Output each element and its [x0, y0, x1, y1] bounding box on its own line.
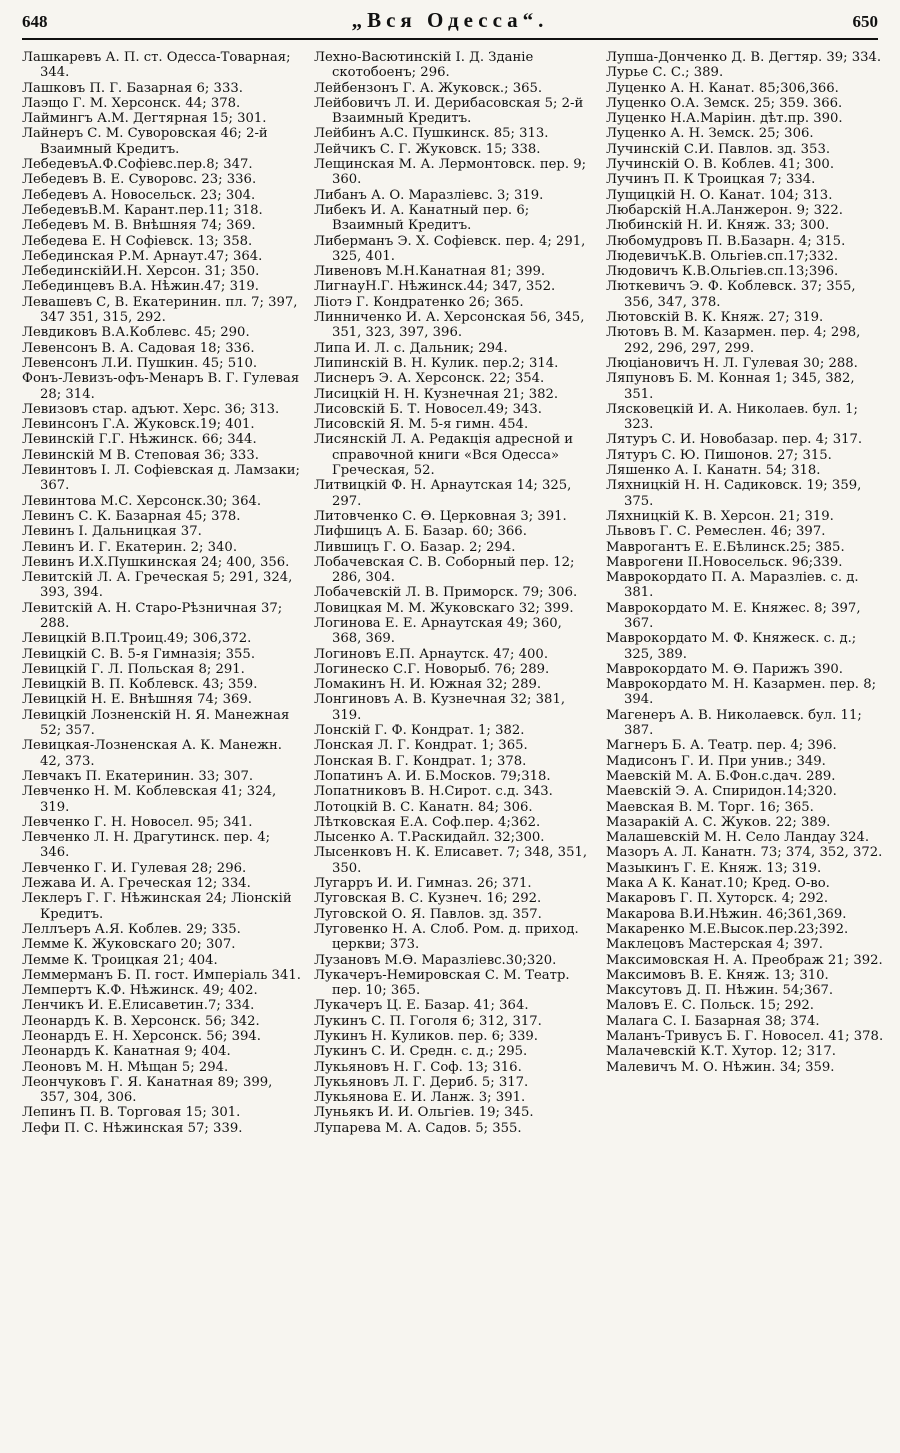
directory-entry: Лехно-Васютинскiй І. Д. Зданiе скотобоенъ; 296. — [314, 50, 534, 81]
directory-entry: Леонардъ К. Канатная 9; 404. — [22, 1044, 231, 1060]
directory-entry: ЛюдевичъК.В. Ольгiев.сп.17;332. — [606, 248, 839, 264]
directory-entry: Ловицкая М. М. Жуковскаго 32; 399. — [314, 600, 574, 616]
directory-entry: Луценко О.А. Земск. 25; 359. 366. — [606, 95, 843, 111]
directory-entry: Львовъ Г. С. Ремеслен. 46; 397. — [606, 524, 826, 540]
directory-entry: Лучинъ П. К Троицкая 7; 334. — [606, 172, 816, 188]
directory-entry: Маврогени II.Новосельск. 96;339. — [606, 554, 843, 570]
directory-entry: Лейбинъ А.С. Пушкинск. 85; 313. — [314, 126, 549, 142]
directory-entry: Ленчикъ И. Е.Елисаветин.7; 334. — [22, 998, 255, 1014]
directory-entry: Левченко Г. И. Гулевая 28; 296. — [22, 860, 247, 876]
directory-entry: Лебедевъ А. Новосельск. 23; 304. — [22, 187, 256, 203]
directory-entry: Логинеско С.Г. Новорыб. 76; 289. — [314, 661, 550, 677]
directory-entry: Леонардъ К. В. Херсонск. 56; 342. — [22, 1013, 260, 1029]
directory-entry: Логиновъ Е.П. Арнаутск. 47; 400. — [314, 646, 549, 662]
directory-entry: Левинтовъ І. Л. Софiевская д. Ламзаки; 367. — [22, 463, 300, 494]
directory-entry: ЛебедевъА.Ф.Софiевс.пер.8; 347. — [22, 157, 253, 173]
directory-entry: Лисовскiй Я. М. 5-я гимн. 454. — [314, 417, 529, 433]
directory-entry: Лютовскiй В. К. Княж. 27; 319. — [606, 310, 824, 326]
directory-entry: ЛигнауН.Г. Нѣжинск.44; 347, 352. — [314, 279, 556, 295]
directory-entry: Леонардъ Е. Н. Херсонск. 56; 394. — [22, 1029, 261, 1044]
directory-entry: Либерманъ Э. Х. Софiевск. пер. 4; 291, 325, 401. — [314, 233, 586, 264]
page-header — [22, 8, 878, 40]
directory-entry: Лебединская Р.М. Арнаут.47; 364. — [22, 248, 263, 264]
directory-entry: Лисовскiй Б. Т. Новосел.49; 343. — [314, 401, 542, 417]
column-left — [22, 50, 302, 1445]
directory-entry: Люцiановичъ Н. Л. Гулевая 30; 288. — [606, 355, 858, 371]
directory-entry: Маврокордато М. Ф. Княжеск. с. д.; 325, 389. — [606, 631, 857, 662]
directory-entry: Лятуръ С. Ю. Пишонов. 27; 315. — [606, 447, 832, 463]
directory-entry: Левашевъ С, В. Екатеринин. пл. 7; 397, 347 351, 315, 292. — [22, 294, 298, 326]
directory-entry: Маевскiй Э. А. Спиридон.14;320. — [606, 784, 837, 800]
directory-entry: Лукьянова Е. И. Ланж. 3; 391. — [314, 1090, 526, 1106]
directory-entry: Лейбовичъ Л. И. Дерибасовская 5; 2-й Взаимный Кредитъ. — [314, 95, 584, 127]
directory-entry: Лысенко А. Т.Раскидайл. 32;300. — [314, 830, 545, 846]
directory-entry: Левицкiй В. П. Коблевск. 43; 359. — [22, 677, 258, 693]
directory-entry: Макаренко М.Е.Высок.пер.23;392. — [606, 921, 849, 937]
directory-entry: Лукинъ С. П. Гоголя 6; 312, 317. — [314, 1013, 542, 1029]
directory-entry: Лурье С. С.; 389. — [606, 65, 724, 81]
directory-entry: Левитскiй Л. А. Греческая 5; 291, 324, 393, 394. — [22, 570, 293, 601]
directory-entry: Лятуръ С. И. Новобазар. пер. 4; 317. — [606, 432, 863, 448]
directory-entry: Литвицкiй Ф. Н. Арнаутская 14; 325, 297. — [314, 478, 572, 509]
directory-entry: Левченко Г. Н. Новосел. 95; 341. — [22, 814, 253, 830]
directory-entry: Макаровъ Г. П. Хуторск. 4; 292. — [606, 891, 829, 907]
directory-entry: Лукинъ Н. Куликов. пер. 6; 339. — [314, 1029, 538, 1044]
directory-entry: Лебедева Е. Н Софiевск. 13; 358. — [22, 233, 253, 249]
directory-entry: Ливеновъ М.Н.Канатная 81; 399. — [314, 264, 546, 280]
directory-entry: Лиснеръ Э. А. Херсонск. 22; 354. — [314, 371, 545, 387]
directory-entry: Малашевскiй М. Н. Село Ландау 324. — [606, 830, 870, 846]
directory-entry: Людовичъ К.В.Ольгiев.сп.13;396. — [606, 264, 839, 280]
directory-entry: Лютовъ В. М. Казармен. пер. 4; 298, 292, 296, 297, 299. — [606, 325, 861, 356]
directory-entry: Липа И. Л. с. Дальник; 294. — [314, 340, 508, 356]
page-number-left: 648 — [22, 12, 48, 31]
directory-entry: Литовченко С. Ѳ. Церковная 3; 391. — [314, 508, 567, 524]
directory-entry: Маврокордато М. Е. Княжес. 8; 397, 367. — [606, 600, 861, 631]
directory-entry: Малачевскiй К.Т. Хутор. 12; 317. — [606, 1044, 836, 1060]
directory-entry: Луценко А. Н. Канат. 85;306,366. — [606, 80, 839, 96]
column-right — [606, 50, 886, 1445]
directory-entry: Ляхницкiй К. В. Херсон. 21; 319. — [606, 508, 834, 524]
directory-entry: Левинъ И. Г. Екатерин. 2; 340. — [22, 539, 238, 555]
directory-entry: Левицкiй Н. Е. Внѣшняя 74; 369. — [22, 692, 252, 708]
directory-entry: Максимовская Н. А. Преображ 21; 392. — [606, 952, 883, 968]
directory-entry: Лонская Л. Г. Кондрат. 1; 365. — [314, 738, 528, 754]
directory-entry: Лебединцевъ В.А. Нѣжин.47; 319. — [22, 279, 259, 295]
directory-entry: Лисицкiй Н. Н. Кузнечная 21; 382. — [314, 386, 559, 402]
directory-entry: Леоновъ М. Н. Мѣщан 5; 294. — [22, 1059, 229, 1075]
directory-entry: Лукачеръ-Немировская С. М. Театр. пер. 10; 365. — [314, 967, 570, 999]
directory-entry: Лотоцкiй В. С. Канатн. 84; 306. — [314, 799, 533, 815]
directory-entry: Лопатниковъ В. Н.Сирот. с.д. 343. — [314, 784, 553, 800]
directory-entry: Лежава И. А. Греческая 12; 334. — [22, 876, 251, 892]
directory-entry: Луценко Н.А.Марiин. дѣт.пр. 390. — [606, 111, 843, 127]
directory-entry: Маврокордато П. А. Маразлiев. с. д. 381. — [606, 570, 859, 601]
directory-entry: Лонскiй Г. Ф. Кондрат. 1; 382. — [314, 723, 525, 739]
directory-entry: Маловъ Е. С. Польск. 15; 292. — [606, 998, 814, 1014]
directory-entry: Лузановъ М.Ѳ. Маразлiевс.30;320. — [314, 952, 557, 968]
directory-entry: Лiотэ Г. Кондратенко 26; 365. — [314, 294, 524, 310]
directory-entry: Максимовъ В. Е. Княж. 13; 310. — [606, 967, 829, 983]
directory-entry: Малага С. І. Базарная 38; 374. — [606, 1013, 820, 1029]
directory-entry: Липинскiй В. Н. Кулик. пер.2; 314. — [314, 355, 559, 371]
directory-entry: Лашковъ П. Г. Базарная 6; 333. — [22, 80, 243, 96]
directory-entry: Мака А К. Канат.10; Кред. О-во. — [606, 876, 830, 892]
directory-entry: Левченко Л. Н. Драгутинск. пер. 4; 346. — [22, 830, 271, 861]
directory-entry: Лещинская М. А. Лермонтовск. пер. 9; 360. — [314, 157, 587, 188]
directory-entry: Луговской О. Я. Павлов. зд. 357. — [314, 906, 542, 922]
directory-entry: Левицкiй Лозненскiй Н. Я. Манежная 52; 357. — [22, 707, 290, 739]
directory-entry: Мазыкинъ Г. Е. Княж. 13; 319. — [606, 860, 822, 876]
directory-entry: Лифшицъ А. Б. Базар. 60; 366. — [314, 524, 527, 540]
directory-entry: Макарова В.И.Нѣжин. 46;361,369. — [606, 906, 847, 922]
directory-entry: Ляшенко А. І. Канатн. 54; 318. — [606, 463, 821, 479]
directory-entry: Лугарръ И. И. Гимназ. 26; 371. — [314, 876, 532, 892]
directory-entry: Лѣтковская Е.А. Соф.пер. 4;362. — [314, 814, 541, 830]
directory-entry: Ляпуновъ Б. М. Конная 1; 345, 382, 351. — [606, 371, 855, 402]
directory-entry: Лемпертъ К.Ф. Нѣжинск. 49; 402. — [22, 983, 258, 999]
directory-entry: Мадисонъ Г. И. При унив.; 349. — [606, 753, 826, 769]
directory-entry: Малевичъ М. О. Нѣжин. 34; 359. — [606, 1059, 835, 1075]
directory-entry: Левинсонъ Г.А. Жуковск.19; 401. — [22, 417, 255, 433]
directory-entry: Левицкiй Г. Л. Польская 8; 291. — [22, 661, 245, 677]
directory-entry: Мазаракiй А. С. Жуков. 22; 389. — [606, 814, 831, 830]
directory-entry: Луньякъ И. И. Ольгiев. 19; 345. — [314, 1105, 534, 1121]
directory-entry: Лившицъ Г. О. Базар. 2; 294. — [314, 539, 516, 555]
directory-entry: Лаэщо Г. М. Херсонск. 44; 378. — [22, 95, 241, 111]
directory-entry: Лущицкiй Н. О. Канат. 104; 313. — [606, 187, 833, 203]
directory-entry: Люткевичъ Э. Ф. Коблевск. 37; 355, 356, 347, 378. — [606, 279, 856, 310]
directory-entry: Лукьяновъ Н. Г. Соф. 13; 316. — [314, 1059, 522, 1075]
directory-entry: Левинъ І. Дальницкая 37. — [22, 524, 202, 540]
directory-entry: Фонъ-Левизъ-офъ-Менаръ В. Г. Гулевая 28; 314. — [22, 371, 300, 402]
directory-entry: Лупарева М. А. Садов. 5; 355. — [314, 1120, 522, 1136]
directory-entry: Леклеръ Г. Г. Нѣжинская 24; Лiонскiй Кредитъ. — [22, 891, 292, 922]
directory-entry: Леончуковъ Г. Я. Канатная 89; 399, 357, 304, 306. — [22, 1074, 273, 1106]
directory-entry: Любарскiй Н.А.Ланжерон. 9; 322. — [606, 202, 843, 218]
directory-entry: Либанъ А. О. Маразлiевс. 3; 319. — [314, 187, 544, 203]
directory-entry: Лукьяновъ Л. Г. Дериб. 5; 317. — [314, 1074, 529, 1090]
directory-entry: Маклецовъ Мастерская 4; 397. — [606, 937, 823, 953]
directory-entry: Ляхницкiй Н. Н. Садиковск. 19; 359, 375. — [606, 478, 862, 509]
directory-entry: Левчакъ П. Екатеринин. 33; 307. — [22, 768, 254, 784]
running-title: „Вся Одесса“. — [351, 8, 549, 32]
directory-columns — [22, 50, 886, 1445]
directory-entry: Маланъ-Тривусъ Б. Г. Новосел. 41; 378. — [606, 1029, 884, 1044]
directory-entry: Левинъ С. К. Базарная 45; 378. — [22, 508, 241, 524]
directory-entry: Маврогантъ Е. Е.Бѣлинск.25; 385. — [606, 539, 845, 555]
directory-entry: Любомудровъ П. В.Базарн. 4; 315. — [606, 233, 846, 249]
directory-entry: Лучинскiй О. В. Коблев. 41; 300. — [606, 157, 835, 173]
directory-entry: Левинскiй М В. Степовая 36; 333. — [22, 447, 259, 463]
directory-entry: Лемме К. Жуковскаго 20; 307. — [22, 937, 236, 953]
directory-entry: Магнеръ Б. А. Театр. пер. 4; 396. — [606, 738, 837, 754]
directory-entry: Ломакинъ Н. И. Южная 32; 289. — [314, 677, 542, 693]
directory-entry: Левенсонъ В. А. Садовая 18; 336. — [22, 340, 255, 356]
directory-entry: Лукачеръ Ц. Е. Базар. 41; 364. — [314, 998, 529, 1014]
directory-entry: Лефи П. С. Нѣжинская 57; 339. — [22, 1120, 243, 1136]
directory-entry: Лонская В. Г. Кондрат. 1; 378. — [314, 753, 527, 769]
directory-entry: Леллъеръ А.Я. Коблев. 29; 335. — [22, 921, 241, 937]
directory-entry: Левитскiй А. Н. Старо-Рѣзничная 37; 288. — [22, 600, 283, 631]
directory-entry: Лейчикъ С. Г. Жуковск. 15; 338. — [314, 141, 541, 157]
directory-entry: Лисянскiй Л. А. Редакцiя адресной и справочной книги «Вся Одесса» Греческая, 52. — [314, 432, 574, 479]
directory-entry: Лысенковъ Н. К. Елисавет. 7; 348, 351, 350. — [314, 845, 588, 876]
directory-entry: Лашкаревъ А. П. ст. Одесса-Товарная; 344. — [22, 50, 291, 81]
page-number-right: 650 — [852, 12, 878, 31]
directory-entry: Лемме К. Троицкая 21; 404. — [22, 952, 218, 968]
directory-entry: Лейбензонъ Г. А. Жуковск.; 365. — [314, 80, 543, 96]
directory-entry: Лебедевъ М. В. Внѣшняя 74; 369. — [22, 218, 256, 234]
directory-entry: Линниченко И. А. Херсонская 56, 345, 351, 323, 397, 396. — [314, 310, 585, 341]
directory-entry: Лаймингъ А.М. Дегтярная 15; 301. — [22, 111, 267, 127]
directory-entry: Левинъ И.Х.Пушкинская 24; 400, 356. — [22, 554, 290, 570]
directory-entry: Маврокордато М. Н. Казармен. пер. 8; 394. — [606, 677, 877, 708]
directory-entry: Луговенко Н. А. Слоб. Ром. д. приход. церкви; 373. — [314, 921, 579, 953]
directory-entry: Лопатинъ А. И. Б.Москов. 79;318. — [314, 768, 551, 784]
column-middle — [314, 50, 594, 1445]
directory-entry: ЛебединскiйИ.Н. Херсон. 31; 350. — [22, 264, 260, 280]
directory-entry: Лучинскiй С.И. Павлов. зд. 353. — [606, 141, 831, 157]
directory-entry: Левинскiй Г.Г. Нѣжинск. 66; 344. — [22, 432, 257, 448]
directory-entry: Луценко А. Н. Земск. 25; 306. — [606, 126, 814, 142]
directory-entry: Лонгиновъ А. В. Кузнечная 32; 381, 319. — [314, 692, 566, 723]
directory-entry: Леммерманъ Б. П. гост. Имперiаль 341. — [22, 967, 301, 983]
directory-entry: Магенеръ А. В. Николаевск. бул. 11; 387. — [606, 707, 862, 739]
directory-entry: Левинтова М.С. Херсонск.30; 364. — [22, 493, 262, 509]
directory-entry: Либекъ И. А. Канатный пер. 6; Взаимный Кредитъ. — [314, 202, 530, 234]
directory-entry: Лупша-Донченко Д. В. Дегтяр. 39; 334. — [606, 50, 882, 65]
directory-entry: Луговская В. С. Кузнеч. 16; 292. — [314, 891, 542, 907]
directory-entry: Лясковецкiй И. А. Николаев. бул. 1; 323. — [606, 401, 858, 433]
directory-entry: Лобачевская С. В. Соборный пер. 12; 286, 304. — [314, 554, 575, 586]
directory-entry: Мазоръ А. Л. Канатн. 73; 374, 352, 372. — [606, 845, 883, 861]
directory-entry: Лепинъ П. В. Торговая 15; 301. — [22, 1105, 241, 1121]
directory-entry: Лайнеръ С. М. Суворовская 46; 2-й Взаимный Кредитъ. — [22, 126, 268, 157]
directory-entry: Левицкiй В.П.Троиц.49; 306,372. — [22, 631, 252, 647]
directory-entry: Лебедевъ В. Е. Суворовс. 23; 336. — [22, 172, 257, 188]
directory-entry: Максутовъ Д. П. Нѣжин. 54;367. — [606, 983, 834, 999]
directory-entry: Левенсонъ Л.И. Пушкин. 45; 510. — [22, 355, 258, 371]
directory-entry: Левицкая-Лозненская А. К. Манежн. 42, 373. — [22, 738, 282, 769]
directory-entry: Лобачевскiй Л. В. Приморск. 79; 306. — [314, 585, 578, 601]
directory-entry: Любинскiй Н. И. Княж. 33; 300. — [606, 218, 830, 234]
directory-entry: Левизовъ стар. адъют. Херс. 36; 313. — [22, 401, 280, 417]
directory-entry: Маврокордато М. Ѳ. Парижъ 390. — [606, 661, 843, 677]
directory-entry: Логинова Е. Е. Арнаутская 49; 360, 368, 369. — [314, 615, 562, 647]
directory-entry: Левдиковъ В.А.Коблевс. 45; 290. — [22, 325, 250, 341]
directory-entry: ЛебедевъВ.М. Карант.пер.11; 318. — [22, 202, 263, 218]
directory-entry: Левицкiй С. В. 5-я Гимназiя; 355. — [22, 646, 256, 662]
directory-entry: Маевскiй М. А. Б.Фон.с.дач. 289. — [606, 768, 836, 784]
directory-entry: Лукинъ С. И. Средн. с. д.; 295. — [314, 1044, 528, 1060]
directory-entry: Левченко Н. М. Коблевская 41; 324, 319. — [22, 784, 277, 815]
directory-entry: Маевская В. М. Торг. 16; 365. — [606, 799, 814, 815]
